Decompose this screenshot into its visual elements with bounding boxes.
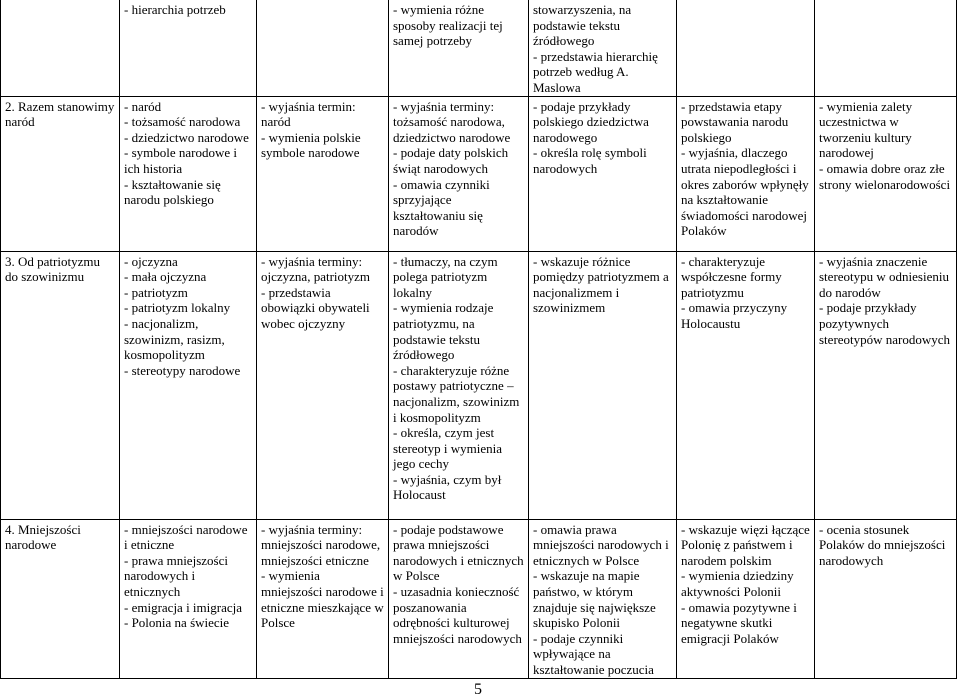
table-row: [1, 519, 957, 678]
requirement-cell: - wyjaśnia terminy: mniejszości narodowe, mniejszości etniczne - wymienia mniejszości narodowe i etniczne mieszkające w Polsce: [257, 519, 389, 678]
requirement-cell: - omawia prawa mniejszości narodowych i etnicznych w Polsce - wskazuje na mapie państwo, w którym znajduje się największe skupisko Polonii - podaje czynniki wpływające na kształtowanie poczucia: [529, 519, 677, 678]
requirement-cell: - ocenia stosunek Polaków do mniejszości narodowych: [815, 519, 957, 678]
requirement-cell: - wymienia różne sposoby realizacji tej samej potrzeby: [389, 0, 529, 96]
requirement-cell: - przedstawia etapy powstawania narodu polskiego - wyjaśnia, dlaczego utrata niepodległości i okres zaborów wpłynęły na kształtowanie świadomości narodowej Polaków: [677, 96, 815, 251]
requirement-cell: - wyjaśnia terminy: ojczyzna, patriotyzm - przedstawia obowiązki obywateli wobec ojczyzny: [257, 251, 389, 519]
content-cell: - hierarchia potrzeb: [120, 0, 257, 96]
topic-cell: 3. Od patriotyzmu do szowinizmu: [1, 251, 120, 519]
topic-cell: 2. Razem stanowimy naród: [1, 96, 120, 251]
content-cell: - naród - tożsamość narodowa - dziedzictwo narodowe - symbole narodowe i ich historia - kształtowanie się narodu polskiego: [120, 96, 257, 251]
requirement-cell: - podaje podstawowe prawa mniejszości narodowych i etnicznych w Polsce - uzasadnia konieczność poszanowania odrębności kulturowej mniejszości narodowych: [389, 519, 529, 678]
table-row: [1, 96, 957, 251]
topic-cell: 4. Mniejszości narodowe: [1, 519, 120, 678]
topic-cell: [1, 0, 120, 96]
table-row: [1, 0, 957, 96]
requirement-cell: - wyjaśnia terminy: tożsamość narodowa, dziedzictwo narodowe - podaje daty polskich świąt narodowych - omawia czynniki sprzyjające kształtowaniu się narodów: [389, 96, 529, 251]
requirement-cell: - podaje przykłady polskiego dziedzictwa narodowego - określa rolę symboli narodowych: [529, 96, 677, 251]
requirement-cell: - wymienia zalety uczestnictwa w tworzeniu kultury narodowej - omawia dobre oraz złe strony wielonarodowości: [815, 96, 957, 251]
requirement-cell: [257, 0, 389, 96]
requirement-cell: [677, 0, 815, 96]
table-row: [1, 251, 957, 519]
requirement-cell: - charakteryzuje współczesne formy patriotyzmu - omawia przyczyny Holocaustu: [677, 251, 815, 519]
requirement-cell: - tłumaczy, na czym polega patriotyzm lokalny - wymienia rodzaje patriotyzmu, na podstawie tekstu źródłowego - charakteryzuje różne postawy patriotyczne – nacjonalizm, szowinizm i kosmopolityzm - określa, czym jest stereotyp i wymienia jego cechy - wyjaśnia, czym był Holocaust: [389, 251, 529, 519]
requirement-cell: - wyjaśnia znaczenie stereotypu w odniesieniu do narodów - podaje przykłady pozytywnych stereotypów narodowych: [815, 251, 957, 519]
content-cell: - mniejszości narodowe i etniczne - prawa mniejszości narodowych i etnicznych - emigracja i imigracja - Polonia na świecie: [120, 519, 257, 678]
requirement-cell: stowarzyszenia, na podstawie tekstu źródłowego - przedstawia hierarchię potrzeb według A. Maslowa: [529, 0, 677, 96]
content-cell: - ojczyzna - mała ojczyzna - patriotyzm - patriotyzm lokalny - nacjonalizm, szowinizm, rasizm, kosmopolityzm - stereotypy narodowe: [120, 251, 257, 519]
page-number: 5: [474, 681, 482, 698]
requirement-cell: - wskazuje różnice pomiędzy patriotyzmem a nacjonalizmem i szowinizmem: [529, 251, 677, 519]
requirement-cell: - wskazuje więzi łączące Polonię z państwem i narodem polskim - wymienia dziedziny aktywności Polonii - omawia pozytywne i negatywne skutki emigracji Polaków: [677, 519, 815, 678]
requirement-cell: [815, 0, 957, 96]
requirement-cell: - wyjaśnia termin: naród - wymienia polskie symbole narodowe: [257, 96, 389, 251]
